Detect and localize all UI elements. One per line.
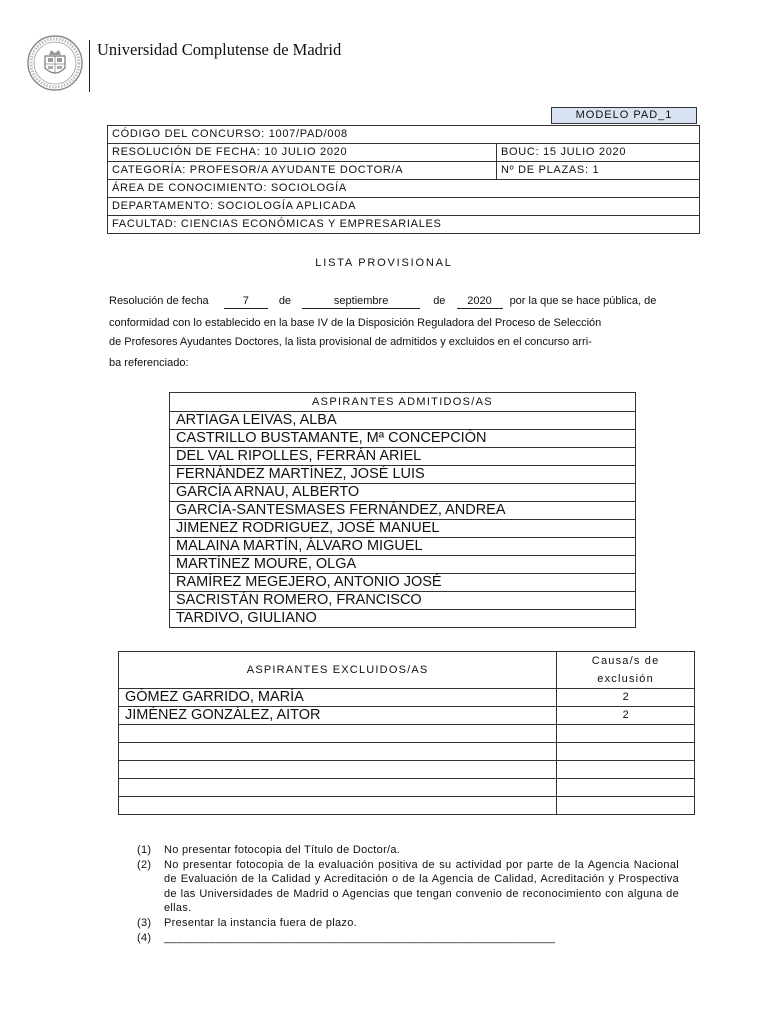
- admitted-header: ASPIRANTES ADMITIDOS/AS: [170, 393, 636, 412]
- ucm-seal-logo-icon: [26, 34, 84, 92]
- month-field: septiembre: [302, 295, 420, 309]
- admitted-name-cell: JIMENEZ RODRIGUEZ, JOSÉ MANUEL: [170, 520, 636, 538]
- table-row: [108, 198, 700, 216]
- lista-title: LISTA PROVISIONAL: [315, 257, 453, 269]
- table-row: [170, 412, 636, 430]
- admitted-name-cell: MARTÍNEZ MOURE, OLGA: [170, 556, 636, 574]
- note-item: [137, 916, 679, 931]
- resolution-paragraph-line-1: [109, 295, 691, 309]
- admitted-name-cell: MALAINA MARTÍN, ÁLVARO MIGUEL: [170, 538, 636, 556]
- resolution-paragraph-line-2: conformidad con lo establecido en la base IV de la Disposición Reguladora del Proceso de Selección: [109, 317, 602, 329]
- note-text: _____________________________________________________________: [164, 931, 556, 944]
- table-row: [119, 743, 695, 761]
- cause-header: [557, 652, 695, 689]
- excluded-name-cell: [119, 779, 557, 797]
- table-row: [119, 707, 695, 725]
- note-text: No presentar fotocopia del Título de Doctor/a.: [164, 844, 401, 856]
- note-number: (1): [137, 844, 152, 856]
- note-text: No presentar fotocopia de la evaluación positiva de su actividad por parte de la Agencia Nacional de Evaluación de la Calidad y Acreditación o de la Agencia de Calidad, Acreditación y Prospectiva de las Universidades de Madrid o Agencias que tengan convenio de reconocimiento con alguna de ellas.: [164, 858, 679, 915]
- excluded-name-cell: [119, 743, 557, 761]
- table-row: [170, 556, 636, 574]
- table-row: [119, 779, 695, 797]
- note-item: [137, 931, 679, 946]
- admitted-name-cell: ARTIAGA LEIVAS, ALBA: [170, 412, 636, 430]
- admitted-name-cell: GARCÍA-SANTESMASES FERNÁNDEZ, ANDREA: [170, 502, 636, 520]
- area-cell: ÁREA DE CONOCIMIENTO: SOCIOLOGÍA: [108, 180, 700, 198]
- cause-header-line-2: exclusión: [597, 673, 654, 685]
- excluded-name-cell: [119, 725, 557, 743]
- table-row: [170, 610, 636, 628]
- paragraph-de: de: [278, 295, 292, 307]
- header-divider: [89, 40, 90, 92]
- table-row: [170, 520, 636, 538]
- table-row: [108, 180, 700, 198]
- admitted-name-cell: GARCÍA ARNAU, ALBERTO: [170, 484, 636, 502]
- exclusion-cause-cell: 2: [557, 707, 695, 725]
- table-row: [170, 538, 636, 556]
- paragraph-prefix: Resolución de fecha: [109, 295, 209, 307]
- year-field: 2020: [457, 295, 503, 309]
- admitted-name-cell: DEL VAL RIPOLLES, FERRÁN ARIEL: [170, 448, 636, 466]
- plazas-cell: Nº DE PLAZAS: 1: [497, 162, 700, 180]
- note-text: Presentar la instancia fuera de plazo.: [164, 916, 358, 929]
- table-row: [119, 761, 695, 779]
- paragraph-de: de: [433, 295, 446, 307]
- admitted-name-cell: CASTRILLO BUSTAMANTE, Mª CONCEPCIÓN: [170, 430, 636, 448]
- exclusion-cause-cell: [557, 779, 695, 797]
- admitted-table: [169, 392, 636, 628]
- cause-header-line-1: Causa/s de: [591, 655, 660, 667]
- table-row: [108, 162, 700, 180]
- excluded-name-cell: [119, 797, 557, 815]
- table-row: [170, 466, 636, 484]
- exclusion-cause-cell: [557, 797, 695, 815]
- exclusion-cause-cell: [557, 761, 695, 779]
- table-header-row: [119, 652, 695, 689]
- bouc-cell: BOUC: 15 JULIO 2020: [497, 144, 700, 162]
- day-field: 7: [224, 295, 268, 309]
- categoria-cell: CATEGORÍA: PROFESOR/A AYUDANTE DOCTOR/A: [108, 162, 497, 180]
- exclusion-causes-notes: [137, 843, 679, 945]
- note-item: [137, 843, 679, 858]
- note-number: (3): [137, 916, 152, 929]
- note-number: (4): [137, 931, 152, 944]
- admitted-name-cell: FERNÁNDEZ MARTÍNEZ, JOSÉ LUIS: [170, 466, 636, 484]
- excluded-name-cell: JIMÉNEZ GONZÁLEZ, AITOR: [119, 707, 557, 725]
- table-row: [119, 797, 695, 815]
- table-row: [170, 430, 636, 448]
- exclusion-cause-cell: 2: [557, 689, 695, 707]
- table-row: [108, 126, 700, 144]
- admitted-name-cell: TARDIVO, GIULIANO: [170, 610, 636, 628]
- resolucion-cell: RESOLUCIÓN DE FECHA: 10 JULIO 2020: [108, 144, 497, 162]
- modelo-label: MODELO PAD_1: [551, 107, 697, 124]
- facultad-cell: FACULTAD: CIENCIAS ECONÓMICAS Y EMPRESARIALES: [108, 216, 700, 234]
- exclusion-cause-cell: [557, 743, 695, 761]
- note-number: (2): [137, 858, 152, 871]
- admitted-name-cell: RAMÍREZ MEGEJERO, ANTONIO JOSÉ: [170, 574, 636, 592]
- table-row: [108, 216, 700, 234]
- table-row: [170, 448, 636, 466]
- table-row: [170, 592, 636, 610]
- table-row: [170, 502, 636, 520]
- table-row: [170, 574, 636, 592]
- table-row: [119, 689, 695, 707]
- excluded-name-cell: [119, 761, 557, 779]
- resolution-paragraph-line-3: de Profesores Ayudantes Doctores, la lista provisional de admitidos y excluidos en el concurso arri-: [109, 336, 592, 348]
- resolution-paragraph-line-4: ba referenciado:: [109, 357, 189, 369]
- departamento-cell: DEPARTAMENTO: SOCIOLOGÍA APLICADA: [108, 198, 700, 216]
- excluded-table: [118, 651, 695, 815]
- table-row: [119, 725, 695, 743]
- paragraph-suffix: por la que se hace pública, de: [509, 295, 657, 307]
- table-header-row: [170, 393, 636, 412]
- codigo-cell: CÓDIGO DEL CONCURSO: 1007/PAD/008: [108, 126, 700, 144]
- table-row: [108, 144, 700, 162]
- exclusion-cause-cell: [557, 725, 695, 743]
- note-item: [137, 858, 679, 916]
- table-row: [170, 484, 636, 502]
- contest-info-table: [107, 125, 700, 234]
- excluded-header: ASPIRANTES EXCLUIDOS/AS: [119, 652, 557, 689]
- excluded-name-cell: GÓMEZ GARRIDO, MARÍA: [119, 689, 557, 707]
- admitted-name-cell: SACRISTÁN ROMERO, FRANCISCO: [170, 592, 636, 610]
- university-name: Universidad Complutense de Madrid: [97, 40, 342, 59]
